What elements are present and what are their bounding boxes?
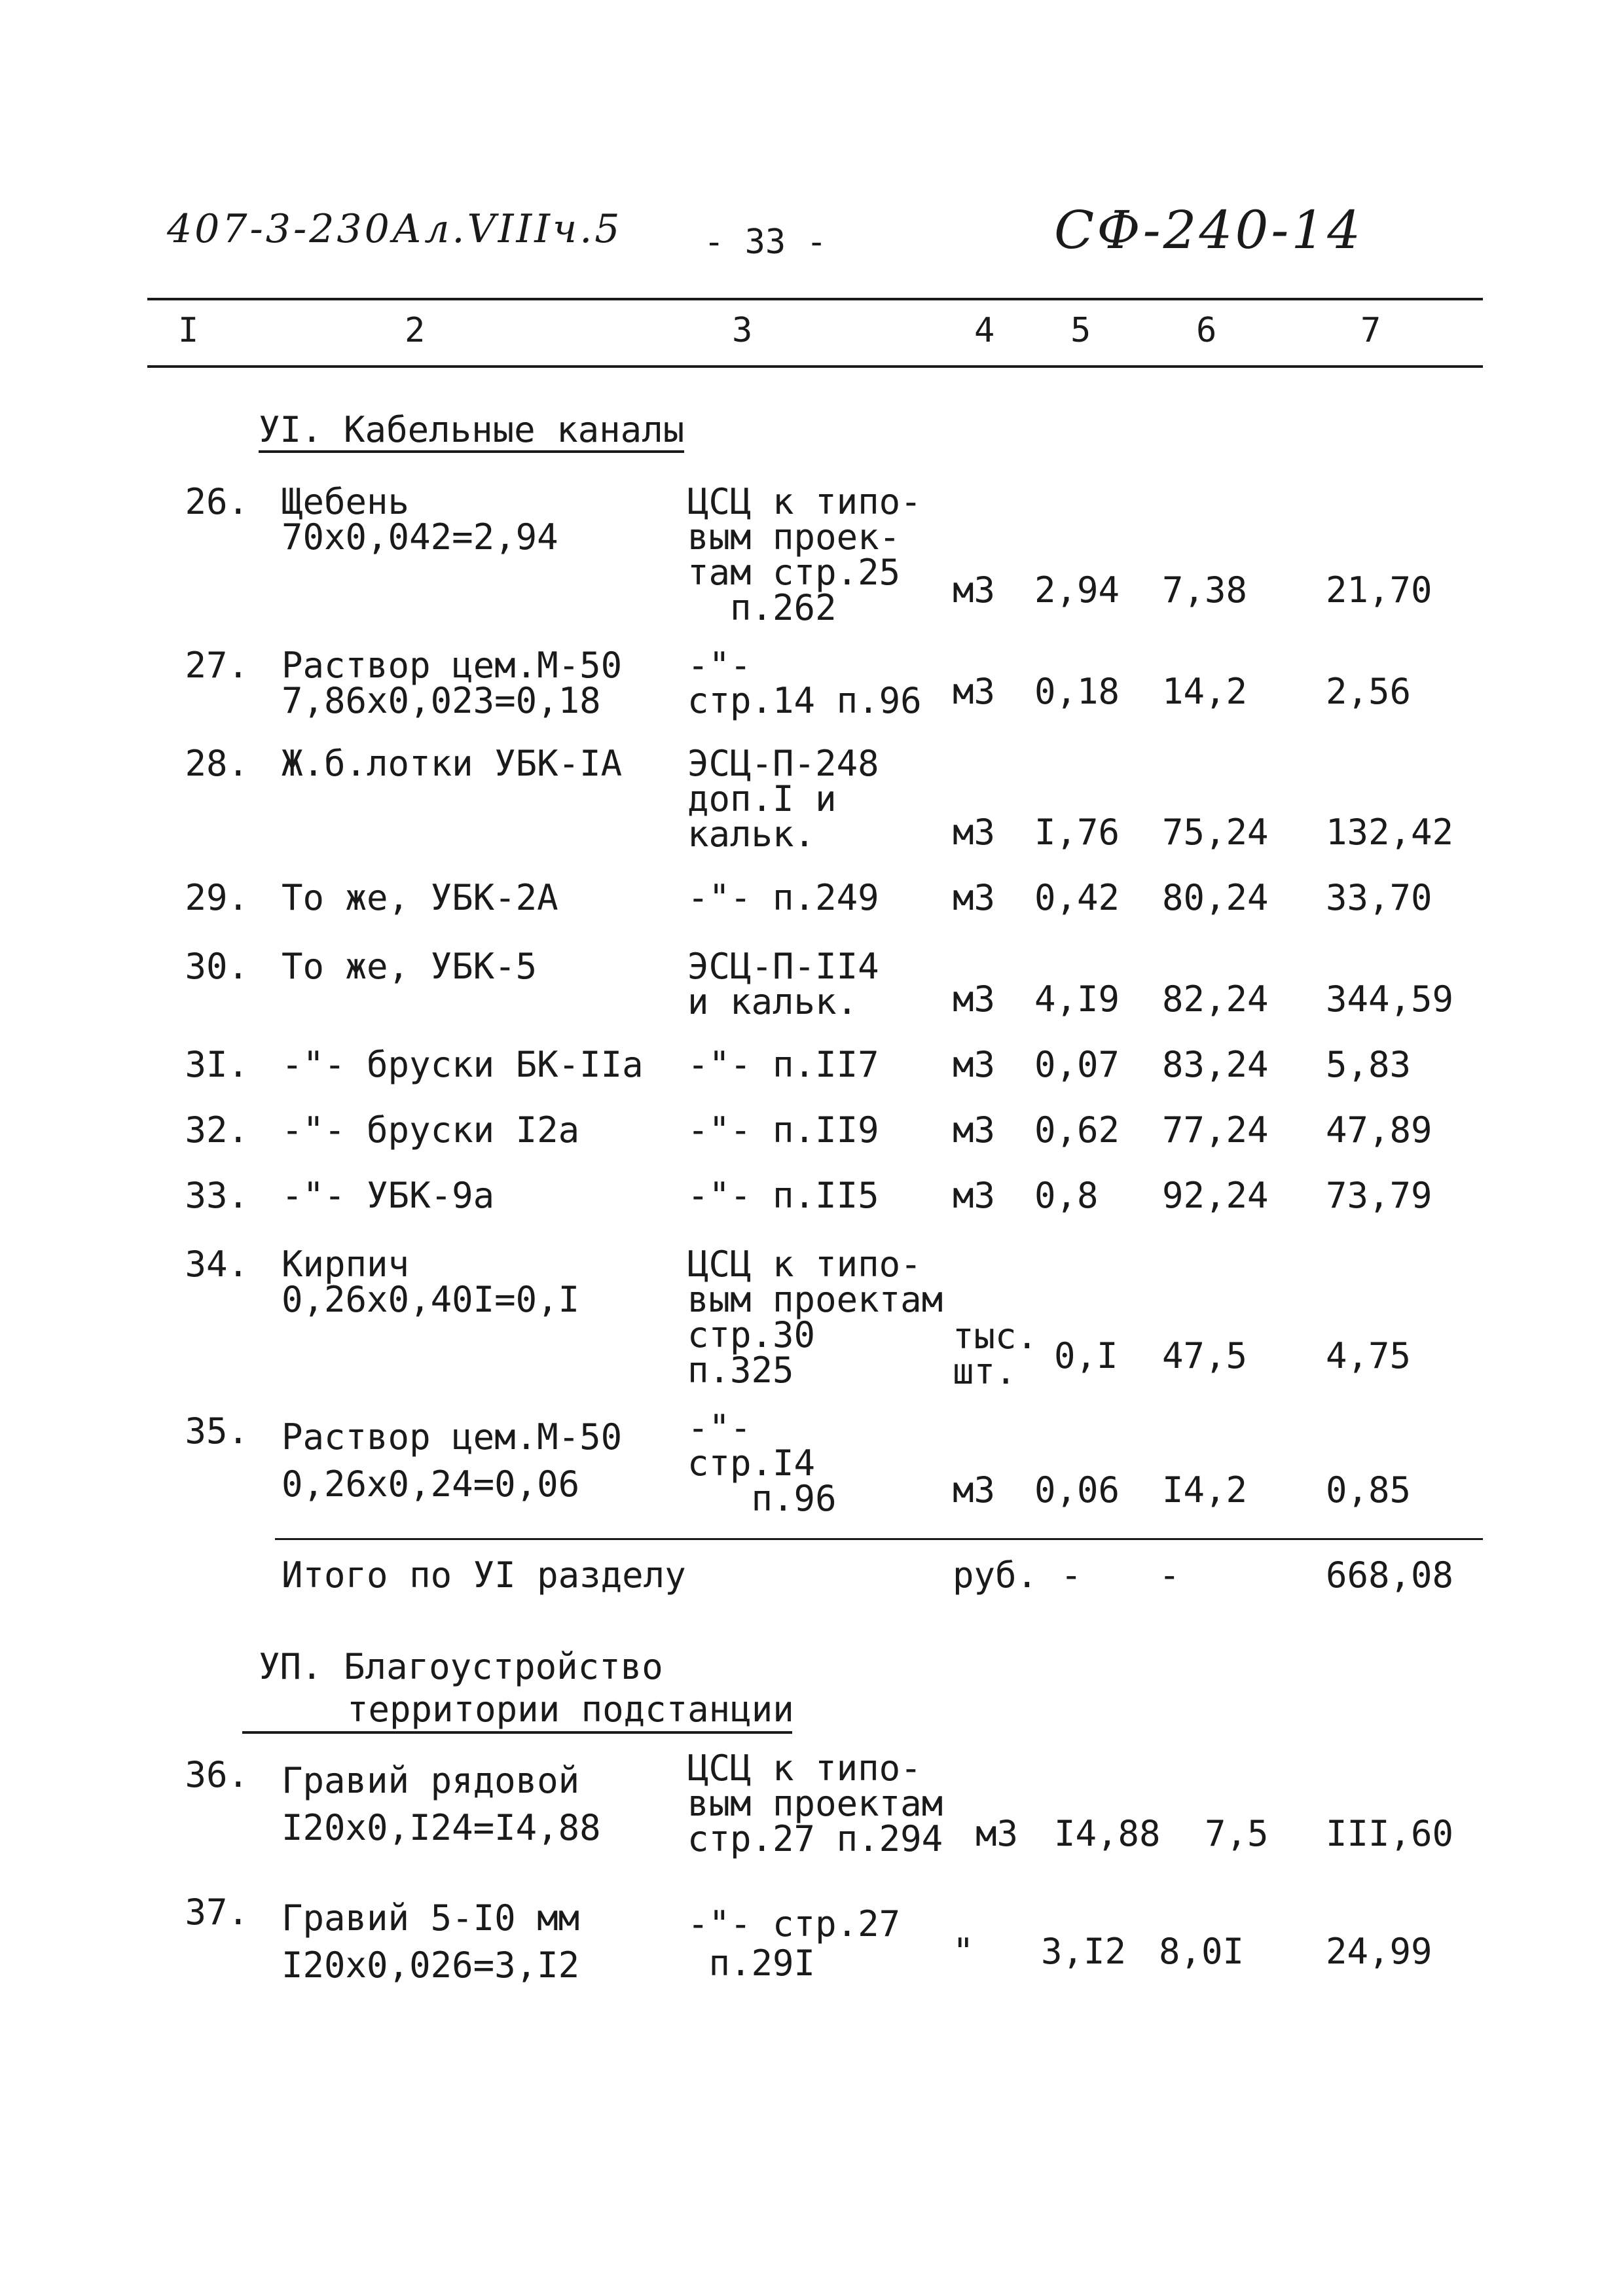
row-35-source: -"- стр.I4 п.96 <box>687 1407 837 1519</box>
row-35-total: 0,85 <box>1326 1469 1412 1511</box>
row-27-source: -"- стр.14 п.96 <box>687 645 922 721</box>
section-6-total-qty: - <box>1061 1554 1082 1596</box>
header-bottom-rule <box>147 365 1483 368</box>
row-33-unit: м3 <box>953 1175 996 1216</box>
row-34-unit: тыс. шт. <box>953 1316 1038 1392</box>
row-37-price: 8,0I <box>1159 1931 1245 1972</box>
row-28-number: 28. <box>185 743 249 784</box>
row-32-quantity: 0,62 <box>1034 1109 1120 1151</box>
row-36-name: Гравий рядовой I20х0,I24=I4,88 <box>282 1760 601 1848</box>
row-33-name: -"- УБК-9а <box>282 1175 495 1216</box>
row-30-unit: м3 <box>953 978 996 1020</box>
row-35-name: Раствор цем.М-50 0,26х0,24=0,06 <box>282 1416 623 1505</box>
column-header-2: 2 <box>405 311 426 350</box>
page-number: - 33 - <box>704 223 827 262</box>
row-37-name: Гравий 5-I0 мм I20х0,026=3,I2 <box>282 1897 580 1986</box>
row-36-source: ЦСЦ к типо- вым проектам стр.27 п.294 <box>687 1748 943 1859</box>
row-29-source: -"- п.249 <box>687 877 879 918</box>
row-28-unit: м3 <box>953 812 996 853</box>
row-29-quantity: 0,42 <box>1034 877 1120 918</box>
total-rule <box>275 1538 1483 1540</box>
row-31-name: -"- бруски БК-IIа <box>282 1044 644 1085</box>
row-26-unit: м3 <box>953 569 996 611</box>
row-27-number: 27. <box>185 645 249 686</box>
row-37-quantity: 3,I2 <box>1041 1931 1127 1972</box>
row-31-total: 5,83 <box>1326 1044 1412 1085</box>
row-31-price: 83,24 <box>1162 1044 1269 1085</box>
row-37-total: 24,99 <box>1326 1931 1432 1972</box>
row-27-price: 14,2 <box>1162 671 1248 712</box>
row-30-source: ЭСЦ-П-II4 и кальк. <box>687 946 879 1022</box>
row-34-quantity: 0,I <box>1054 1335 1118 1376</box>
row-36-unit: м3 <box>976 1813 1019 1854</box>
document-code: 407-3-230Ал.VIIIч.5 <box>167 206 623 252</box>
row-27-total: 2,56 <box>1326 671 1412 712</box>
row-26-quantity: 2,94 <box>1034 569 1120 611</box>
row-36-quantity: I4,88 <box>1054 1813 1161 1854</box>
row-32-total: 47,89 <box>1326 1109 1432 1151</box>
column-header-5: 5 <box>1070 311 1091 350</box>
row-26-number: 26. <box>185 481 249 522</box>
row-32-price: 77,24 <box>1162 1109 1269 1151</box>
row-29-total: 33,70 <box>1326 877 1432 918</box>
row-34-total: 4,75 <box>1326 1335 1412 1376</box>
section-7-title-line1: УП. Благоустройство <box>259 1646 663 1687</box>
row-31-source: -"- п.II7 <box>687 1044 879 1085</box>
row-37-source: -"- стр.27 п.29I <box>687 1903 901 1984</box>
row-32-name: -"- бруски I2а <box>282 1109 580 1151</box>
row-31-number: 3I. <box>185 1044 249 1085</box>
row-33-price: 92,24 <box>1162 1175 1269 1216</box>
row-34-price: 47,5 <box>1162 1335 1248 1376</box>
section-7-title-line2: территории подстанции <box>347 1689 794 1730</box>
row-34-source: ЦСЦ к типо- вым проектам стр.30 п.325 <box>687 1244 943 1391</box>
row-28-quantity: I,76 <box>1034 812 1120 853</box>
row-33-number: 33. <box>185 1175 249 1216</box>
row-26-total: 21,70 <box>1326 569 1432 611</box>
row-27-quantity: 0,18 <box>1034 671 1120 712</box>
row-37-unit: " <box>953 1931 974 1972</box>
row-34-name: Кирпич 0,26х0,40I=0,I <box>282 1244 580 1320</box>
row-30-price: 82,24 <box>1162 978 1269 1020</box>
row-35-number: 35. <box>185 1410 249 1452</box>
row-37-number: 37. <box>185 1892 249 1933</box>
row-27-unit: м3 <box>953 671 996 712</box>
row-29-unit: м3 <box>953 877 996 918</box>
row-30-quantity: 4,I9 <box>1034 978 1120 1020</box>
row-32-number: 32. <box>185 1109 249 1151</box>
row-35-price: I4,2 <box>1162 1469 1248 1511</box>
row-28-total: 132,42 <box>1326 812 1454 853</box>
row-31-quantity: 0,07 <box>1034 1044 1120 1085</box>
row-33-source: -"- п.II5 <box>687 1175 879 1216</box>
row-26-source: ЦСЦ к типо- вым проек- там стр.25 п.262 <box>687 481 922 628</box>
row-29-name: То же, УБК-2А <box>282 877 558 918</box>
row-29-number: 29. <box>185 877 249 918</box>
row-26-price: 7,38 <box>1162 569 1248 611</box>
row-36-total: III,60 <box>1326 1813 1454 1854</box>
row-30-name: То же, УБК-5 <box>282 946 538 987</box>
row-30-number: 30. <box>185 946 249 987</box>
section-6-total-unit: руб. <box>953 1554 1038 1596</box>
row-34-number: 34. <box>185 1244 249 1285</box>
row-35-unit: м3 <box>953 1469 996 1511</box>
row-32-source: -"- п.II9 <box>687 1109 879 1151</box>
row-33-total: 73,79 <box>1326 1175 1432 1216</box>
row-29-price: 80,24 <box>1162 877 1269 918</box>
row-26-name: Щебень 70х0,042=2,94 <box>282 481 558 558</box>
row-28-price: 75,24 <box>1162 812 1269 853</box>
row-36-number: 36. <box>185 1754 249 1795</box>
section-6-total-value: 668,08 <box>1326 1554 1454 1596</box>
column-header-4: 4 <box>974 311 995 350</box>
row-31-unit: м3 <box>953 1044 996 1085</box>
section-6-title: УI. Кабельные каналы <box>259 412 684 453</box>
column-header-6: 6 <box>1196 311 1217 350</box>
section-6-total-label: Итого по УI разделу <box>282 1554 686 1596</box>
row-27-name: Раствор цем.М-50 7,86х0,023=0,18 <box>282 645 623 721</box>
section-6-total-price: - <box>1159 1554 1180 1596</box>
row-36-price: 7,5 <box>1205 1813 1269 1854</box>
section-7-underline <box>242 1731 792 1734</box>
row-28-source: ЭСЦ-П-248 доп.I и кальк. <box>687 743 879 855</box>
column-header-7: 7 <box>1360 311 1381 350</box>
row-28-name: Ж.б.лотки УБК-IА <box>282 743 623 784</box>
column-header-1: I <box>178 311 199 350</box>
row-33-quantity: 0,8 <box>1034 1175 1099 1216</box>
row-32-unit: м3 <box>953 1109 996 1151</box>
row-30-total: 344,59 <box>1326 978 1454 1020</box>
header-top-rule <box>147 298 1483 300</box>
column-header-3: 3 <box>732 311 753 350</box>
row-35-quantity: 0,06 <box>1034 1469 1120 1511</box>
sheet-code: СФ-240-14 <box>1054 200 1364 260</box>
